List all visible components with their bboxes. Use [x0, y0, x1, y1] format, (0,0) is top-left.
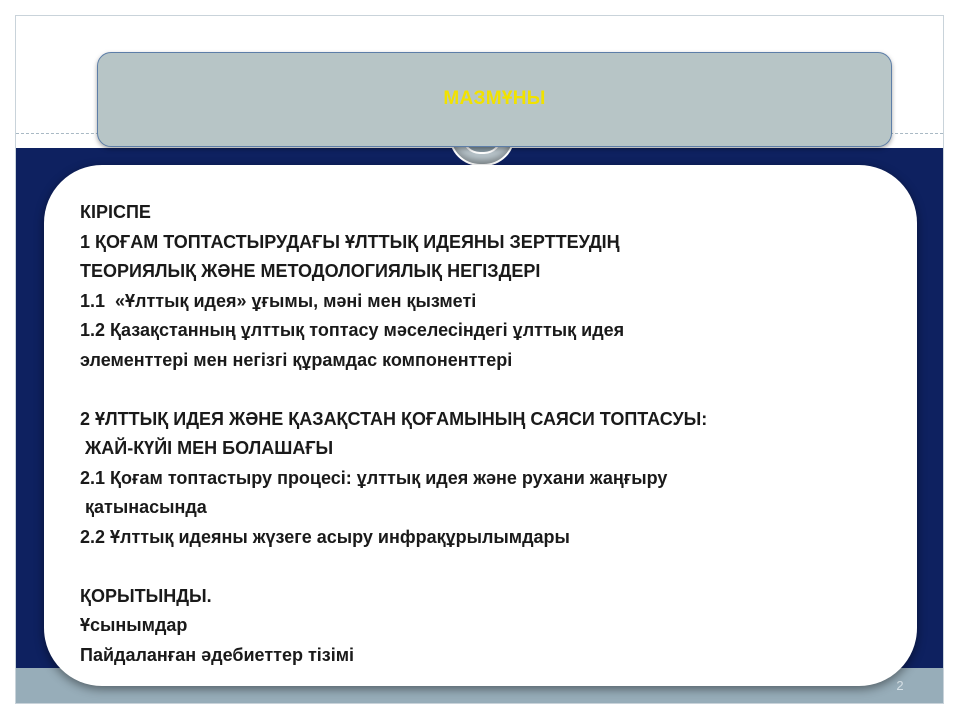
toc-line: 2.2 Ұлттық идеяны жүзеге асыру инфрақұрылымдары [80, 526, 570, 547]
page-number: 2 [896, 678, 904, 693]
toc-line: Ұсынымдар [80, 615, 188, 635]
toc-line: ЖАЙ-КҮЙІ МЕН БОЛАШАҒЫ [80, 438, 334, 458]
toc-line: элементтері мен негізгі құрамдас компоненттері [80, 349, 513, 370]
toc-line: 1.1 «Ұлттық идея» ұғымы, мәні мен қызметі [80, 290, 477, 311]
toc-spacer [80, 375, 930, 405]
title-box [97, 52, 892, 147]
toc-line: ТЕОРИЯЛЫҚ ЖӘНЕ МЕТОДОЛОГИЯЛЫҚ НЕГІЗДЕРІ [80, 261, 541, 281]
toc-line: КІРІСПЕ [80, 202, 151, 222]
toc-line: 1 ҚОҒАМ ТОПТАСТЫРУДАҒЫ ҰЛТТЫҚ ИДЕЯНЫ ЗЕРТТЕУДІҢ [80, 231, 620, 252]
table-of-contents [80, 198, 930, 670]
toc-line: 2.1 Қоғам топтастыру процесі: ұлттық идея және рухани жаңғыру [80, 467, 668, 488]
toc-spacer [80, 552, 930, 582]
toc-line: Пайдаланған әдебиеттер тізімі [80, 644, 355, 665]
toc-line: 2 ҰЛТТЫҚ ИДЕЯ ЖӘНЕ ҚАЗАҚСТАН ҚОҒАМЫНЫҢ САЯСИ ТОПТАСУЫ: [80, 408, 708, 429]
toc-line: ҚОРЫТЫНДЫ. [80, 585, 212, 606]
slide-title: МАЗМҰНЫ [443, 88, 546, 109]
toc-line: қатынасында [80, 497, 207, 517]
toc-line: 1.2 Қазақстанның ұлттық топтасу мәселесіндегі ұлттық идея [80, 320, 625, 340]
